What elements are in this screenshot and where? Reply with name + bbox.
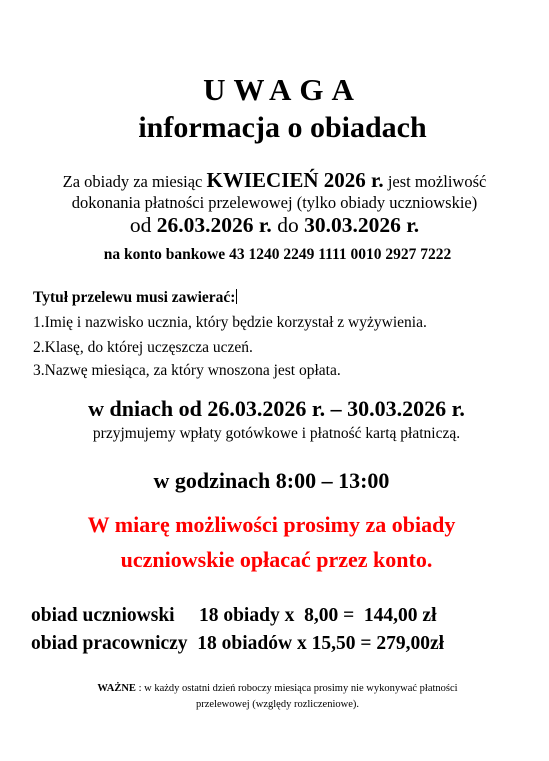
footnote-label: WAŻNE <box>97 683 136 694</box>
intro-text-before: Za obiady za miesiąc <box>62 172 207 191</box>
requirements-heading <box>33 289 237 307</box>
intro-text-after: jest możliwość <box>383 172 487 191</box>
notice-line-2: uczniowskie opłacać przez konto. <box>120 547 433 572</box>
intro-line-2: dokonania płatności przelewowej (tylko obiady uczniowskie) <box>71 193 478 212</box>
dates-prefix: od <box>129 213 157 237</box>
requirements-heading-text: Tytuł przelewu musi zawierać: <box>33 289 236 306</box>
office-hours: w godzinach 8:00 – 13:00 <box>153 468 390 493</box>
date-from: 26.03.2026 r. <box>156 213 272 237</box>
price-staff: obiad pracowniczy 18 obiadów x 15,50 = 279,00zł <box>31 633 445 654</box>
heading-uwaga: UWAGA <box>203 72 362 107</box>
price-student: obiad uczniowski 18 obiady x 8,00 = 144,00 zł <box>31 605 437 626</box>
heading-subtitle: informacja o obiadach <box>138 111 427 144</box>
date-to: 30.03.2026 r. <box>304 213 420 237</box>
requirement-item: 3.Nazwę miesiąca, za który wnoszona jest opłata. <box>33 362 341 379</box>
cash-text: przyjmujemy wpłaty gotówkowe i płatność kartą płatniczą. <box>92 425 461 442</box>
footnote-line-1 <box>3 683 549 694</box>
notice-line-1: W miarę możliwości prosimy za obiady <box>87 512 456 537</box>
intro-month: KWIECIEŃ 2026 r. <box>206 168 384 192</box>
transfer-dates <box>0 213 549 238</box>
bank-account: na konto bankowe 43 1240 2249 1111 0010 2927 7222 <box>103 246 452 263</box>
intro-line-1 <box>0 168 549 193</box>
text-cursor <box>236 289 237 304</box>
footnote-rest: : w każdy ostatni dzień roboczy miesiąca prosimy nie wykonywać płatności <box>135 683 458 694</box>
footnote-line-2: przelewowej (względy rozliczeniowe). <box>196 699 359 710</box>
requirement-item: 2.Klasę, do której uczęszcza uczeń. <box>33 339 253 356</box>
dates-middle: do <box>271 213 305 237</box>
cash-dates: w dniach od 26.03.2026 r. – 30.03.2026 r. <box>88 396 465 421</box>
requirement-item: 1.Imię i nazwisko ucznia, który będzie korzystał z wyżywienia. <box>33 314 427 331</box>
